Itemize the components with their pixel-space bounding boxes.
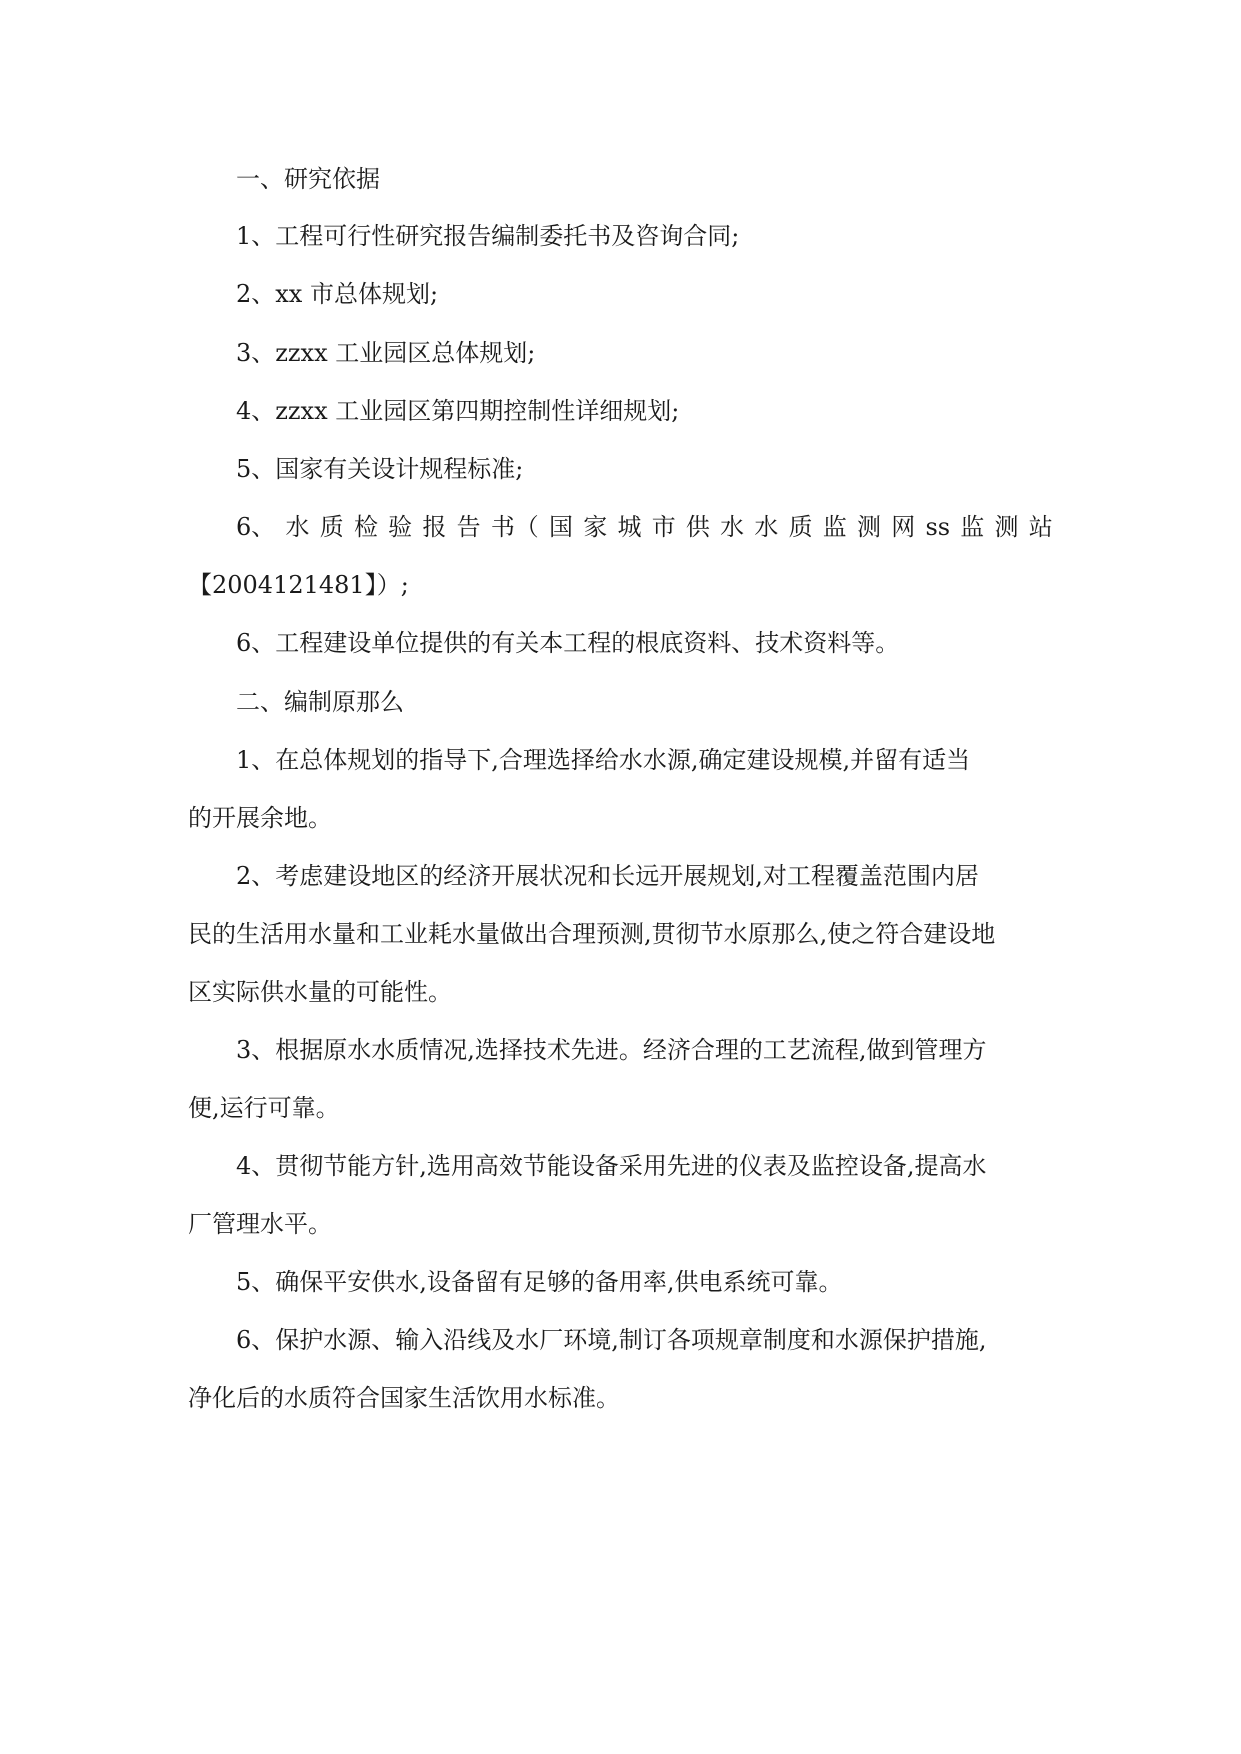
text-segment: 报: [422, 513, 447, 541]
text-segment: 质: [788, 513, 813, 541]
text-segment: 质: [319, 513, 344, 541]
list-item: 5、国家有关设计规程标准;: [236, 455, 524, 483]
paragraph-line: 6、保护水源、输入沿线及水厂环境,制订各项规章制度和水源保护措施,: [236, 1326, 987, 1354]
paragraph-line: 的开展余地。: [188, 804, 332, 832]
paragraph-line: 4、贯彻节能方针,选用高效节能设备采用先进的仪表及监控设备,提高水: [236, 1152, 987, 1180]
section-heading-principles: 二、编制原那么: [236, 688, 404, 716]
text-segment: 城: [617, 513, 642, 541]
section-heading-research-basis: 一、研究依据: [236, 165, 380, 193]
text-segment: 告: [456, 513, 481, 541]
paragraph-line: 1、在总体规划的指导下,合理选择给水水源,确定建设规模,并留有适当: [236, 746, 971, 774]
list-item: 6、工程建设单位提供的有关本工程的根底资料、技术资料等。: [236, 629, 900, 657]
paragraph-line: 净化后的水质符合国家生活饮用水标准。: [188, 1384, 620, 1412]
text-segment: 家: [583, 513, 608, 541]
text-segment: 站: [1028, 513, 1053, 541]
text-segment: 监: [960, 513, 985, 541]
text-segment: ss: [925, 513, 951, 541]
paragraph-line: 厂管理水平。: [188, 1210, 332, 1238]
text-segment: 验: [388, 513, 413, 541]
paragraph-line: 区实际供水量的可能性。: [188, 978, 452, 1006]
paragraph-line: 5、确保平安供水,设备留有足够的备用率,供电系统可靠。: [236, 1268, 843, 1296]
paragraph-line: 3、根据原水水质情况,选择技术先进。经济合理的工艺流程,做到管理方: [236, 1036, 987, 1064]
text-segment: 6、: [236, 513, 276, 541]
list-item: 4、zzxx 工业园区第四期控制性详细规划;: [236, 397, 680, 425]
list-item: 1、工程可行性研究报告编制委托书及咨询合同;: [236, 222, 740, 250]
list-item: 2、xx 市总体规划;: [236, 280, 439, 308]
text-segment: 水: [720, 513, 745, 541]
text-segment: 网: [891, 513, 916, 541]
paragraph-line: 2、考虑建设地区的经济开展状况和长远开展规划,对工程覆盖范围内居: [236, 862, 979, 890]
text-segment: 测: [857, 513, 881, 541]
list-item-water-quality-report: [188, 511, 1053, 543]
text-segment: 水: [754, 513, 779, 541]
text-segment: 书（: [490, 513, 539, 541]
text-segment: 监: [822, 513, 847, 541]
text-segment: 供: [685, 513, 710, 541]
text-segment: 检: [353, 513, 378, 541]
text-segment: 国: [549, 513, 574, 541]
paragraph-line: 便,运行可靠。: [188, 1094, 340, 1122]
list-item-continuation: 【2004121481】）;: [188, 571, 409, 599]
text-segment: 水: [285, 513, 310, 541]
text-segment: 测: [994, 513, 1019, 541]
paragraph-line: 民的生活用水量和工业耗水量做出合理预测,贯彻节水原那么,使之符合建设地: [188, 920, 996, 948]
list-item: 3、zzxx 工业园区总体规划;: [236, 339, 536, 367]
text-segment: 市: [651, 513, 676, 541]
